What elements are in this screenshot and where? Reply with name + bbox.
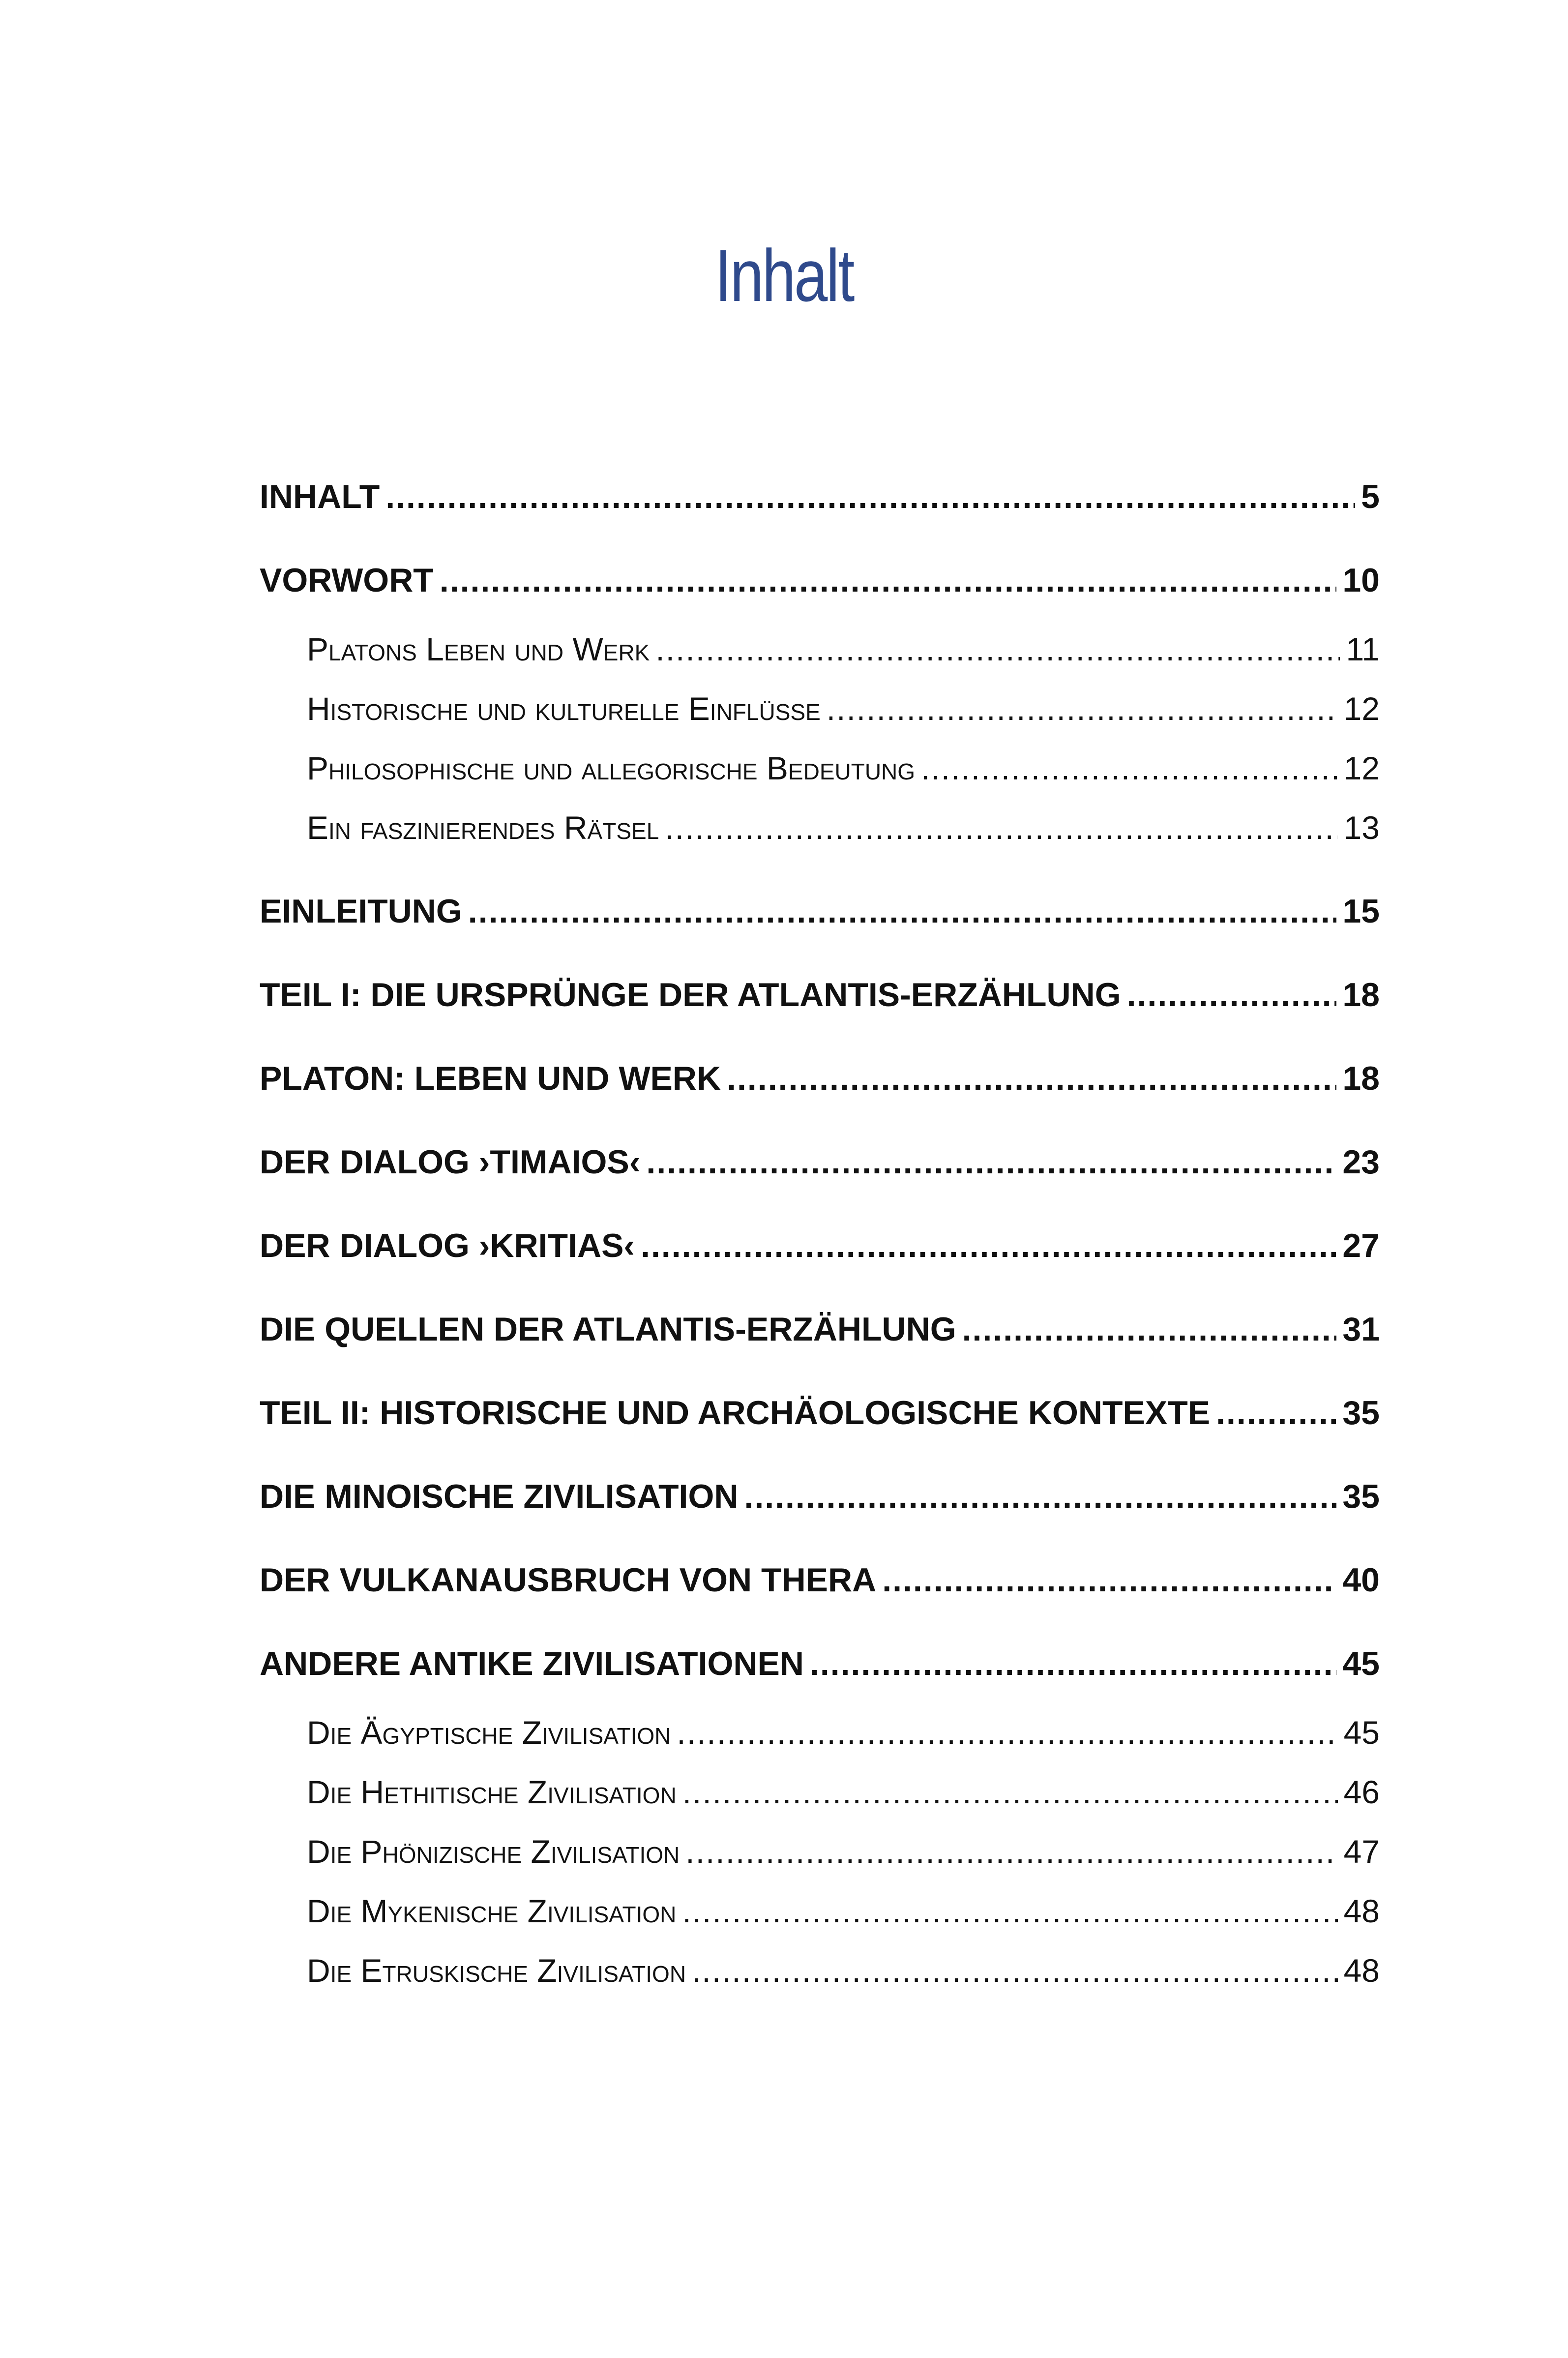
toc-entry[interactable]	[260, 556, 1380, 625]
toc-entry-label: DIE MINOISCHE ZIVILISATION	[260, 1478, 739, 1515]
toc-entry-page: 15	[1342, 893, 1380, 930]
toc-entry-label: DIE QUELLEN DER ATLANTIS-ERZÄHLUNG	[260, 1311, 956, 1348]
dot-leader	[962, 1305, 1337, 1354]
toc-entry[interactable]	[260, 1472, 1380, 1555]
dot-leader	[1216, 1388, 1336, 1437]
toc-subentry[interactable]	[260, 744, 1380, 803]
toc-entry-page: 11	[1346, 631, 1380, 667]
toc-subentry[interactable]	[260, 625, 1380, 684]
dot-leader	[921, 744, 1338, 793]
dot-leader	[682, 1886, 1337, 1936]
toc-entry[interactable]	[260, 1555, 1380, 1639]
toc-entry-label: Philosophische und allegorische Bedeutung	[307, 750, 916, 786]
toc-entry-page: 23	[1342, 1143, 1380, 1181]
toc-entry-page: 46	[1343, 1774, 1380, 1810]
dot-leader	[677, 1708, 1337, 1757]
toc-entry-label: VORWORT	[260, 562, 434, 599]
toc-entry-label: INHALT	[260, 478, 380, 515]
dot-leader	[440, 556, 1337, 605]
toc-entry-page: 27	[1342, 1227, 1380, 1264]
dot-leader	[727, 1054, 1336, 1103]
toc-entry[interactable]	[260, 1305, 1380, 1388]
toc-entry-page: 35	[1342, 1394, 1380, 1432]
toc-entry-label: Historische und kulturelle Einflüsse	[307, 690, 821, 727]
toc-entry[interactable]	[260, 1639, 1380, 1708]
toc-entry-page: 31	[1342, 1311, 1380, 1348]
toc-subentry[interactable]	[260, 1767, 1380, 1827]
toc-entry-label: PLATON: LEBEN UND WERK	[260, 1060, 721, 1097]
dot-leader	[1127, 970, 1337, 1019]
toc-entry-page: 35	[1342, 1478, 1380, 1515]
toc-entry-label: Platons Leben und Werk	[307, 631, 650, 667]
toc-entry-label: TEIL II: HISTORISCHE UND ARCHÄOLOGISCHE KONTEXTE	[260, 1394, 1211, 1432]
toc-entry[interactable]	[260, 887, 1380, 970]
toc-entry-page: 45	[1343, 1714, 1380, 1751]
dot-leader	[744, 1472, 1336, 1521]
toc-subentry[interactable]	[260, 803, 1380, 863]
toc-entry-page: 40	[1342, 1561, 1380, 1599]
toc-entry-label: ANDERE ANTIKE ZIVILISATIONEN	[260, 1645, 804, 1682]
toc-entry-page: 18	[1342, 976, 1380, 1014]
toc-entry-page: 47	[1343, 1833, 1380, 1870]
toc-entry-label: DER DIALOG ›TIMAIOS‹	[260, 1143, 641, 1181]
page-title: Inhalt	[714, 234, 854, 317]
dot-leader	[385, 472, 1355, 521]
toc-entry-label: EINLEITUNG	[260, 893, 462, 930]
toc-entry[interactable]	[260, 472, 1380, 556]
dot-leader	[685, 1827, 1337, 1876]
toc-entry-label: DER VULKANAUSBRUCH VON THERA	[260, 1561, 877, 1599]
dot-leader	[810, 1639, 1336, 1688]
table-of-contents	[260, 472, 1380, 2005]
toc-subentry[interactable]	[260, 1886, 1380, 1946]
toc-entry-label: Die Ägyptische Zivilisation	[307, 1714, 671, 1751]
toc-entry-page: 5	[1361, 478, 1380, 515]
toc-subentry[interactable]	[260, 684, 1380, 744]
toc-entry-label: Ein faszinierendes Rätsel	[307, 809, 659, 846]
dot-leader	[641, 1221, 1336, 1270]
toc-entry-page: 48	[1343, 1893, 1380, 1929]
toc-entry-page: 12	[1343, 750, 1380, 786]
dot-leader	[827, 684, 1338, 733]
toc-entry-page: 45	[1342, 1645, 1380, 1682]
toc-subentry[interactable]	[260, 1827, 1380, 1886]
dot-leader	[646, 1137, 1336, 1187]
toc-entry-label: Die Phönizische Zivilisation	[307, 1833, 680, 1870]
toc-entry-page: 48	[1343, 1952, 1380, 1989]
toc-entry-label: DER DIALOG ›KRITIAS‹	[260, 1227, 635, 1264]
spacer	[260, 863, 1380, 887]
dot-leader	[655, 625, 1340, 674]
dot-leader	[682, 1767, 1338, 1817]
dot-leader	[468, 887, 1337, 936]
dot-leader	[882, 1555, 1336, 1605]
toc-entry-page: 13	[1343, 809, 1380, 846]
toc-entry-page: 10	[1342, 562, 1380, 599]
toc-entry[interactable]	[260, 970, 1380, 1054]
dot-leader	[692, 1946, 1338, 1995]
toc-entry[interactable]	[260, 1054, 1380, 1137]
toc-subentry[interactable]	[260, 1946, 1380, 2005]
toc-entry-page: 12	[1343, 690, 1380, 727]
toc-subentry[interactable]	[260, 1708, 1380, 1767]
toc-entry-label: Die Hethitische Zivilisation	[307, 1774, 677, 1810]
dot-leader	[665, 803, 1337, 852]
toc-entry-page: 18	[1342, 1060, 1380, 1097]
toc-entry-label: Die Etruskische Zivilisation	[307, 1952, 686, 1989]
toc-entry-label: TEIL I: DIE URSPRÜNGE DER ATLANTIS-ERZÄHLUNG	[260, 976, 1121, 1014]
toc-entry[interactable]	[260, 1221, 1380, 1305]
toc-entry[interactable]	[260, 1388, 1380, 1472]
toc-entry-label: Die Mykenische Zivilisation	[307, 1893, 677, 1929]
toc-entry[interactable]	[260, 1137, 1380, 1221]
